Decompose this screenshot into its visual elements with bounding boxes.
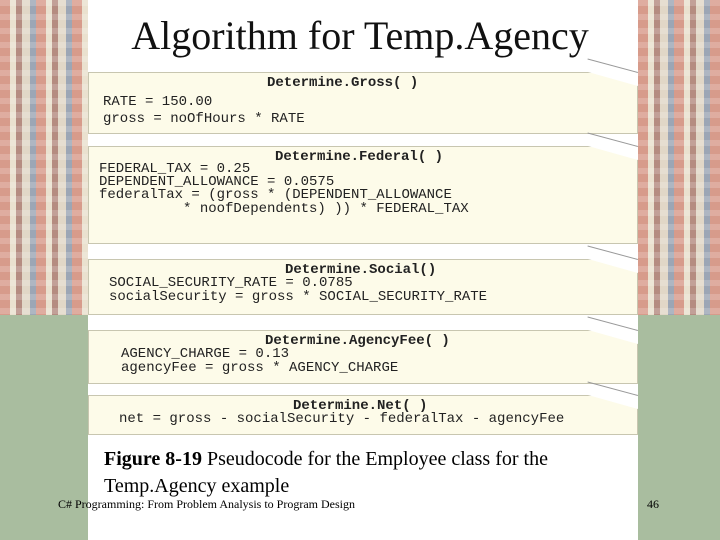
code-line: RATE = 150.00 [103,94,213,110]
box-heading: Determine.Gross( ) [267,75,419,91]
code-line: SOCIAL_SECURITY_RATE = 0.0785 [109,275,353,291]
caption-text: Pseudocode for the Employee class for the Temp.Agency example [104,448,548,497]
pseudocode-box-social [88,259,638,315]
slide-title: Algorithm for Temp.Agency [131,13,589,58]
pseudocode-box-gross [88,72,638,134]
figure-caption [104,446,664,500]
box-heading: Determine.Net( ) [293,398,428,414]
code-line: federalTax = (gross * (DEPENDENT_ALLOWANCE [99,187,452,203]
code-line: net = gross - socialSecurity - federalTax - agencyFee [119,411,565,427]
box-heading: Determine.Federal( ) [275,149,444,165]
code-line: agencyFee = gross * AGENCY_CHARGE [121,360,399,376]
slide-footer: C# Programming: From Problem Analysis to Program Design [58,497,355,511]
code-line: AGENCY_CHARGE = 0.13 [121,346,290,362]
pseudocode-box-net [88,395,638,435]
code-line: FEDERAL_TAX = 0.25 [99,161,251,177]
folded-corner [588,146,638,160]
page-number: 46 [647,497,659,511]
box-heading: Determine.Social() [285,262,437,278]
folded-corner [588,259,638,273]
folded-corner [588,72,638,86]
folded-corner [588,330,638,344]
background-photo-left [0,0,88,540]
code-line: DEPENDENT_ALLOWANCE = 0.0575 [99,174,335,190]
code-line: * noofDependents) )) * FEDERAL_TAX [99,201,469,217]
code-line: gross = noOfHours * RATE [103,111,305,127]
code-line: socialSecurity = gross * SOCIAL_SECURITY_RATE [109,289,488,305]
pseudocode-box-agency-fee [88,330,638,384]
figure-label: Figure 8-19 [104,448,202,470]
folded-corner [588,395,638,409]
pseudocode-box-federal [88,146,638,244]
box-heading: Determine.AgencyFee( ) [265,333,450,349]
